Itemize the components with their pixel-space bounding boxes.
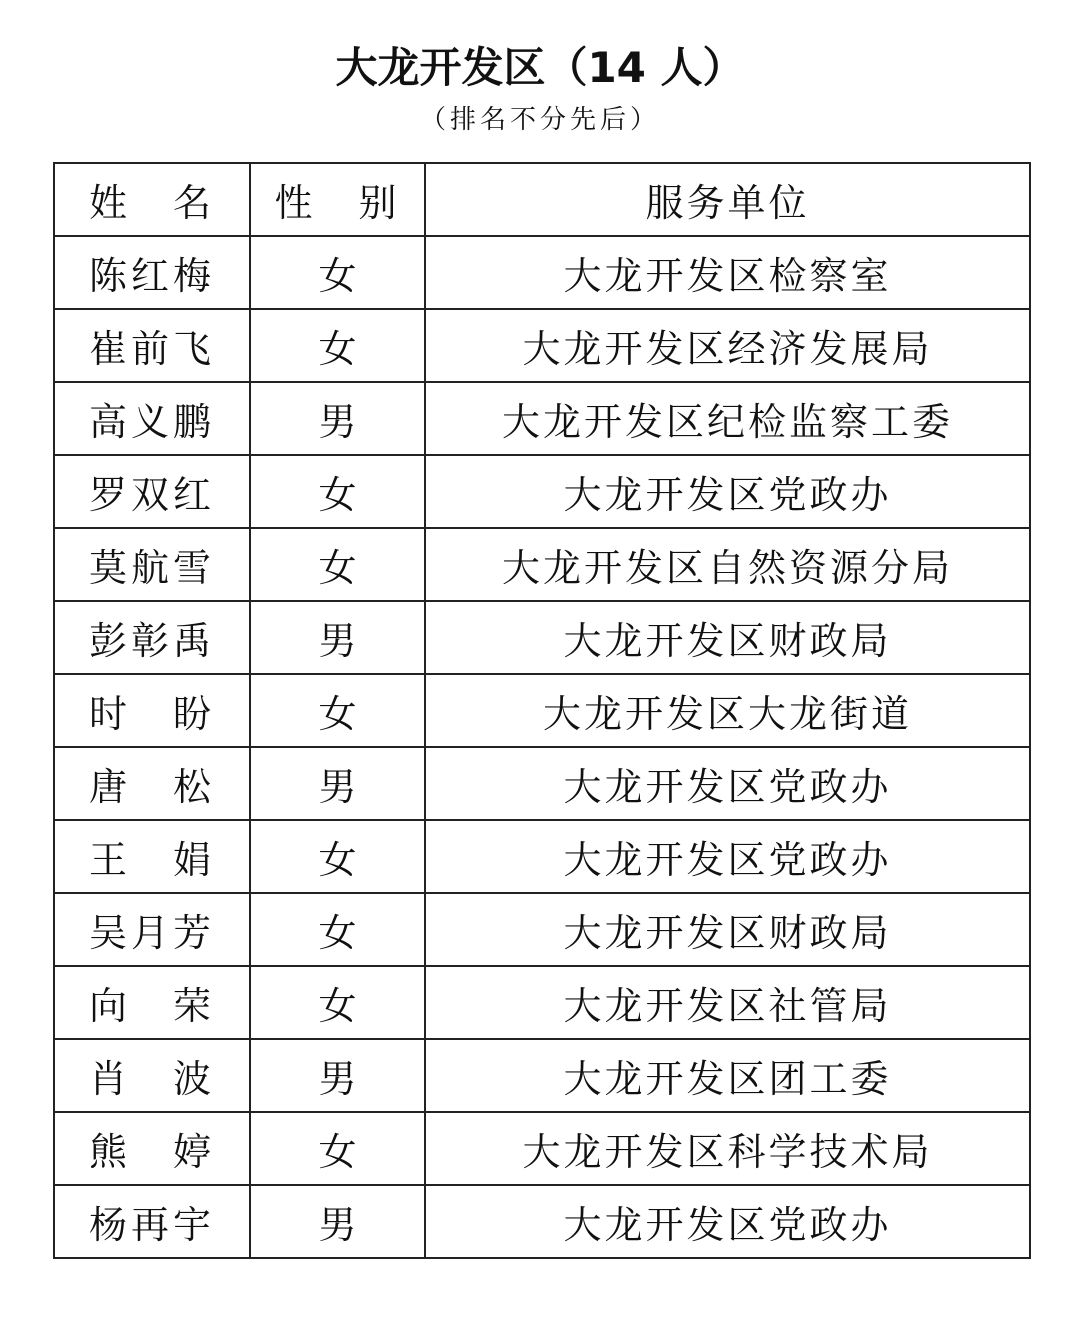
cell-unit: 大龙开发区纪检监察工委 xyxy=(425,382,1030,455)
cell-unit: 大龙开发区科学技术局 xyxy=(425,1112,1030,1185)
table-header-row xyxy=(54,163,1030,236)
table-row xyxy=(54,747,1030,820)
cell-unit: 大龙开发区检察室 xyxy=(425,236,1030,309)
table-row xyxy=(54,309,1030,382)
cell-gender: 女 xyxy=(250,966,425,1039)
cell-name: 吴月芳 xyxy=(54,893,250,966)
cell-unit: 大龙开发区团工委 xyxy=(425,1039,1030,1112)
cell-gender: 女 xyxy=(250,236,425,309)
table-row xyxy=(54,382,1030,455)
cell-name: 彭彰禹 xyxy=(54,601,250,674)
page-subtitle: （排名不分先后） xyxy=(419,105,660,135)
cell-unit: 大龙开发区大龙街道 xyxy=(425,674,1030,747)
cell-unit: 大龙开发区财政局 xyxy=(425,893,1030,966)
table-row xyxy=(54,674,1030,747)
page-title: 大龙开发区（14 人） xyxy=(335,43,745,92)
header-gender: 性 别 xyxy=(250,163,425,236)
cell-name: 肖 波 xyxy=(54,1039,250,1112)
cell-gender: 男 xyxy=(250,747,425,820)
cell-gender: 女 xyxy=(250,528,425,601)
cell-gender: 女 xyxy=(250,309,425,382)
cell-name: 王 娟 xyxy=(54,820,250,893)
cell-unit: 大龙开发区党政办 xyxy=(425,1185,1030,1258)
cell-unit: 大龙开发区财政局 xyxy=(425,601,1030,674)
table-row xyxy=(54,1039,1030,1112)
table-row xyxy=(54,966,1030,1039)
cell-gender: 女 xyxy=(250,1112,425,1185)
table-row xyxy=(54,528,1030,601)
cell-gender: 女 xyxy=(250,674,425,747)
cell-name: 莫航雪 xyxy=(54,528,250,601)
cell-unit: 大龙开发区党政办 xyxy=(425,820,1030,893)
cell-name: 时 盼 xyxy=(54,674,250,747)
table-row xyxy=(54,236,1030,309)
table-row xyxy=(54,455,1030,528)
table-row xyxy=(54,893,1030,966)
cell-name: 罗双红 xyxy=(54,455,250,528)
cell-name: 崔前飞 xyxy=(54,309,250,382)
cell-name: 熊 婷 xyxy=(54,1112,250,1185)
table-row xyxy=(54,1185,1030,1258)
cell-gender: 男 xyxy=(250,1185,425,1258)
header-unit: 服务单位 xyxy=(425,163,1030,236)
cell-name: 杨再宇 xyxy=(54,1185,250,1258)
cell-gender: 男 xyxy=(250,382,425,455)
table-row xyxy=(54,820,1030,893)
roster-table xyxy=(53,162,1031,1259)
cell-gender: 女 xyxy=(250,455,425,528)
cell-name: 向 荣 xyxy=(54,966,250,1039)
cell-unit: 大龙开发区自然资源分局 xyxy=(425,528,1030,601)
cell-unit: 大龙开发区经济发展局 xyxy=(425,309,1030,382)
cell-name: 唐 松 xyxy=(54,747,250,820)
cell-gender: 男 xyxy=(250,1039,425,1112)
header-name: 姓 名 xyxy=(54,163,250,236)
cell-unit: 大龙开发区党政办 xyxy=(425,747,1030,820)
table-row xyxy=(54,1112,1030,1185)
cell-gender: 男 xyxy=(250,601,425,674)
cell-name: 高义鹏 xyxy=(54,382,250,455)
cell-unit: 大龙开发区党政办 xyxy=(425,455,1030,528)
table-row xyxy=(54,601,1030,674)
cell-unit: 大龙开发区社管局 xyxy=(425,966,1030,1039)
cell-gender: 女 xyxy=(250,820,425,893)
cell-name: 陈红梅 xyxy=(54,236,250,309)
cell-gender: 女 xyxy=(250,893,425,966)
